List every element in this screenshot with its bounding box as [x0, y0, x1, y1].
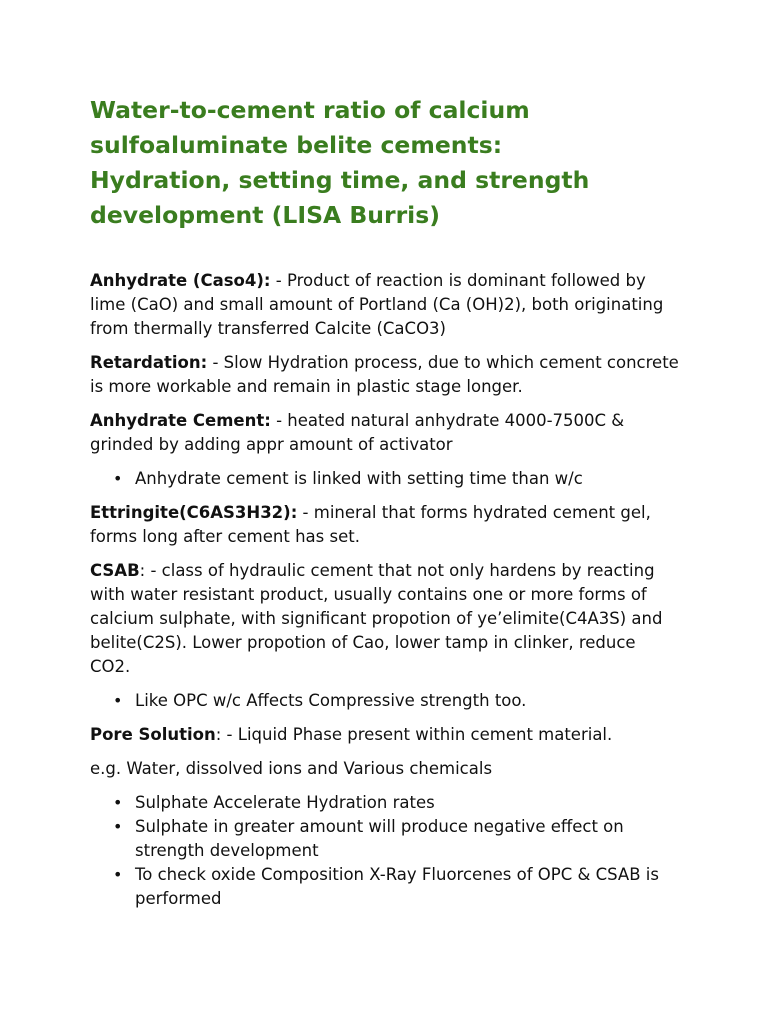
- bullet-list-anhydrate-cement: [90, 467, 680, 491]
- paragraph-pore-solution: [90, 723, 680, 747]
- term-pore-solution: Pore Solution: [90, 725, 216, 744]
- definition-csab: : - class of hydraulic cement that not only hardens by reacting with water resistant product, usually contains one or more forms of calcium sulphate, with significant propotion of ye’elimite(C4A3S) and belite(C2S). Lower propotion of Cao, lower tamp in clinker, reduce CO2.: [90, 561, 663, 676]
- term-ettringite: Ettringite(C6AS3H32):: [90, 503, 298, 522]
- document-title: Water-to-cement ratio of calcium sulfoaluminate belite cements: Hydration, setting time, and strength development (LISA Burris): [90, 96, 590, 229]
- list-item-text: Like OPC w/c Affects Compressive strength too.: [135, 691, 527, 710]
- definition-retardation: - Slow Hydration process, due to which cement concrete is more workable and remain in plastic stage longer.: [90, 353, 679, 396]
- list-item-text: To check oxide Composition X-Ray Fluorcenes of OPC & CSAB is performed: [135, 865, 659, 908]
- bullet-list-pore-solution: [90, 791, 680, 911]
- list-item: [113, 467, 680, 491]
- definition-ettringite: - mineral that forms hydrated cement gel, forms long after cement has set.: [90, 503, 651, 546]
- paragraph-anhydrate-cement: [90, 409, 680, 457]
- paragraph-ettringite: [90, 501, 680, 549]
- definition-anhydrate: - Product of reaction is dominant followed by lime (CaO) and small amount of Portland (Ca (OH)2), both originating from thermally transferred Calcite (CaCO3): [90, 271, 664, 338]
- definition-anhydrate-cement: - heated natural anhydrate 4000-7500C & grinded by adding appr amount of activator: [90, 411, 625, 454]
- definition-pore-solution: : - Liquid Phase present within cement material.: [215, 725, 613, 744]
- term-retardation: Retardation:: [90, 353, 208, 372]
- paragraph-anhydrate: [90, 269, 680, 341]
- paragraph-retardation: [90, 351, 680, 399]
- list-item-text: Anhydrate cement is linked with setting time than w/c: [135, 469, 583, 488]
- term-anhydrate: Anhydrate (Caso4):: [90, 271, 271, 290]
- bullet-icon: •: [113, 793, 123, 812]
- bullet-list-csab: [90, 689, 680, 713]
- list-item: [113, 863, 680, 911]
- bullet-icon: •: [113, 817, 123, 836]
- bullet-icon: •: [113, 469, 123, 488]
- list-item: [113, 815, 680, 863]
- list-item-text: Sulphate in greater amount will produce negative effect on strength development: [135, 817, 624, 860]
- list-item-text: Sulphate Accelerate Hydration rates: [135, 793, 435, 812]
- list-item: [113, 791, 680, 815]
- bullet-icon: •: [113, 691, 123, 710]
- bullet-icon: •: [113, 865, 123, 884]
- example-line: e.g. Water, dissolved ions and Various chemicals: [90, 759, 493, 778]
- paragraph-csab: [90, 559, 680, 679]
- list-item: [113, 689, 680, 713]
- term-csab: CSAB: [90, 561, 140, 580]
- term-anhydrate-cement: Anhydrate Cement:: [90, 411, 271, 430]
